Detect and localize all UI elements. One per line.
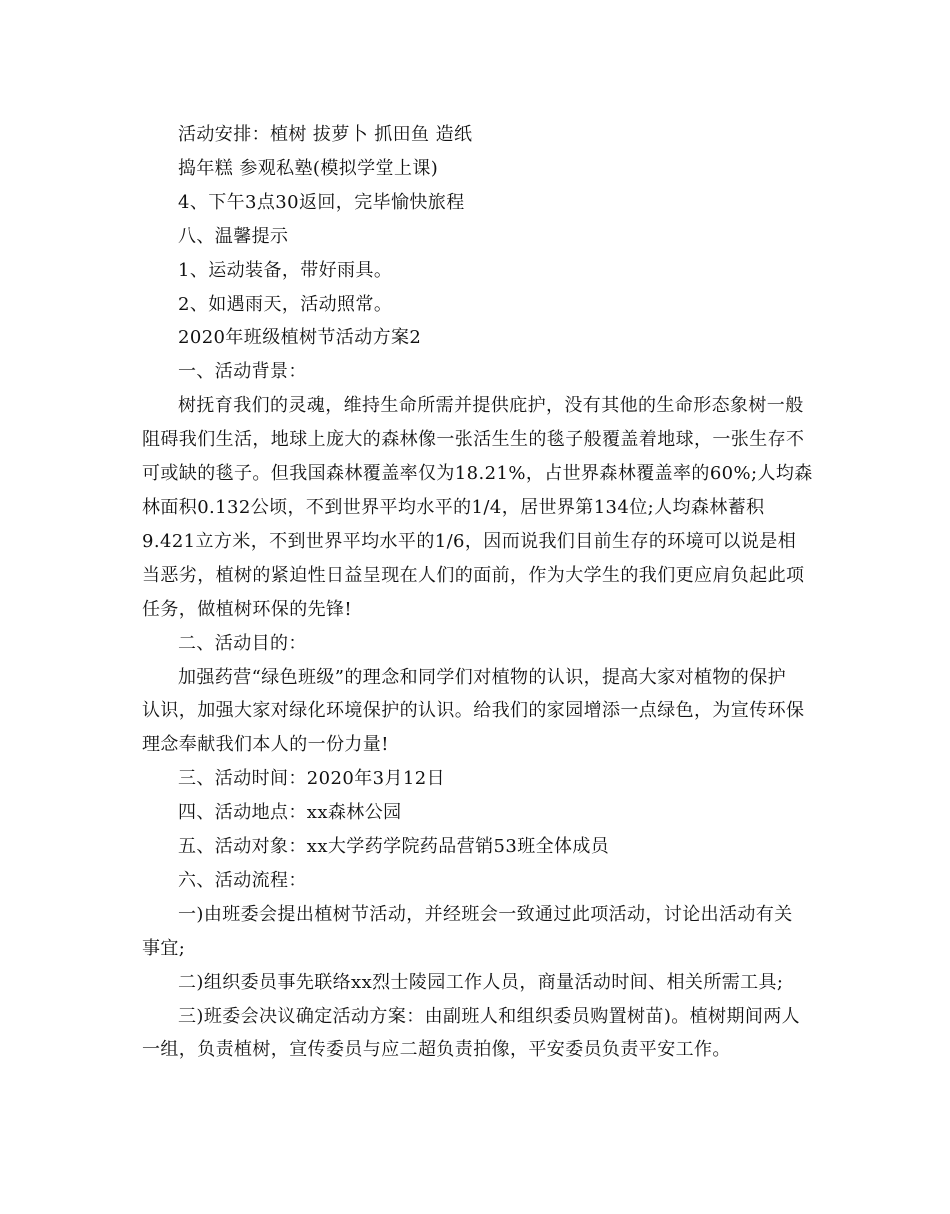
purpose-paragraph-line: 认识，加强大家对绿化环境保护的认识。给我们的家园增添一点绿色，为宣传环保: [142, 700, 805, 722]
process-step-1-line: 一)由班委会提出植树节活动，并经班会一致通过此项活动，讨论出活动有关: [178, 903, 793, 925]
background-paragraph-line: 林面积0.132公顷，不到世界平均水平的1/4，居世界第134位;人均森林蓄积: [142, 496, 765, 518]
purpose-paragraph-line: 理念奉献我们本人的一份力量!: [142, 734, 389, 756]
section-heading-tips: 八、温馨提示: [178, 225, 289, 247]
section-heading-process: 六、活动流程：: [178, 869, 307, 891]
background-paragraph-line: 树抚育我们的灵魂，维持生命所需并提供庇护，没有其他的生命形态象树一般: [178, 395, 804, 417]
section-heading-purpose: 二、活动目的：: [178, 632, 307, 654]
activity-arrangement-line: 活动安排：植树 拔萝卜 抓田鱼 造纸: [178, 124, 473, 145]
tip-item-2: 2、如遇雨天，活动照常。: [178, 293, 393, 315]
process-step-3-line: 三)班委会决议确定活动方案：由副班人和组织委员购置树苗)。植树期间两人: [178, 1005, 801, 1027]
background-paragraph-line: 9.421立方米，不到世界平均水平的1/6，因而说我们目前生存的环境可以说是相: [142, 530, 797, 552]
section-heading-background: 一、活动背景：: [178, 361, 307, 383]
background-paragraph-line: 任务，做植树环保的先锋!: [142, 598, 353, 620]
background-paragraph-line: 阻碍我们生活，地球上庞大的森林像一张活生生的毯子般覆盖着地球，一张生存不: [142, 429, 805, 451]
activity-time-line: 三、活动时间：2020年3月12日: [178, 768, 445, 790]
process-step-1-line: 事宜;: [142, 937, 186, 959]
activity-participants-line: 五、活动对象：xx大学药学院药品营销53班全体成员: [178, 836, 610, 858]
tip-item-1: 1、运动装备，带好雨具。: [178, 259, 393, 281]
process-step-3-line: 一组，负责植树，宣传委员与应二超负责拍像，平安委员负责平安工作。: [142, 1039, 731, 1061]
return-time-line: 4、下午3点30返回，完毕愉快旅程: [178, 191, 465, 213]
plan-title: 2020年班级植树节活动方案2: [178, 327, 422, 349]
activity-location-line: 四、活动地点：xx森林公园: [178, 802, 402, 824]
background-paragraph-line: 当恶劣，植树的紧迫性日益呈现在人们的面前，作为大学生的我们更应肩负起此项: [142, 564, 805, 586]
document-page: [142, 118, 814, 1067]
process-step-2-line: 二)组织委员事先联络xx烈士陵园工作人员，商量活动时间、相关所需工具;: [178, 971, 784, 993]
activity-arrangement-continued: 捣年糕 参观私塾(模拟学堂上课): [178, 157, 439, 179]
background-paragraph-line: 可或缺的毯子。但我国森林覆盖率仅为18.21%，占世界森林覆盖率的60%;人均森: [142, 463, 813, 485]
purpose-paragraph-line: 加强药营“绿色班级”的理念和同学们对植物的认识，提高大家对植物的保护: [178, 666, 787, 688]
